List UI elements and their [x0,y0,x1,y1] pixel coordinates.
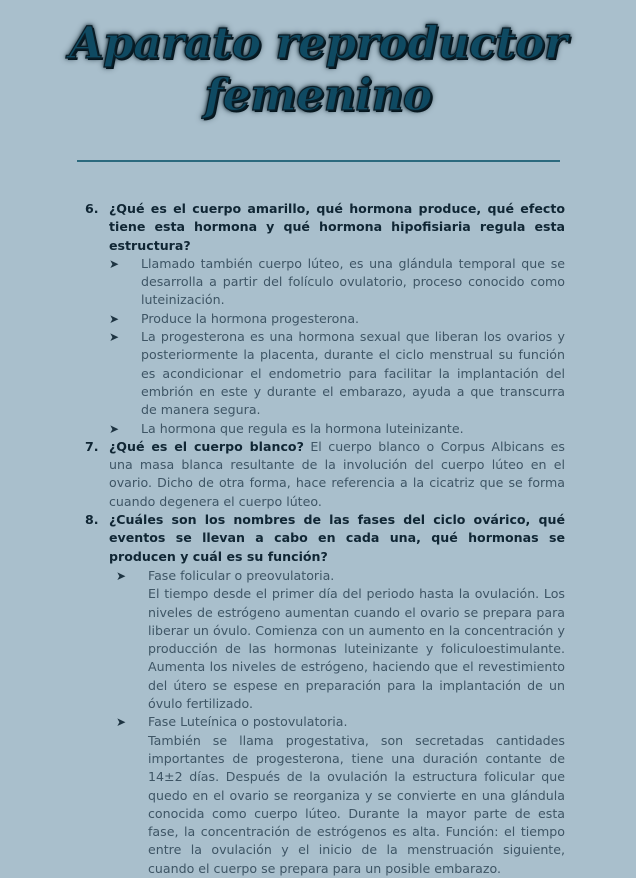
phase-title: Fase folicular o preovulatoria. [148,567,335,583]
phase-description: También se llama progestativa, son secretadas cantidades importantes de progesterona, tiene una duración contante de 14±2 días. Después de la ovulación la estructura folicular que quedo en el ovario se reorganiza y se convierte en una glándula conocida como cuerpo lúteo. Durante la mayor parte de esta fase, la concentración de estrógenos es alta. Función: el tiempo entre la ovulación y el inicio de la menstruación siguiente, cuando el cuerpo se prepara para un posible embarazo. [148,732,565,876]
arrowhead-bullet-icon: ➤ [109,421,120,436]
question-text: ¿Cuáles son los nombres de las fases del ciclo ovárico, qué eventos se llevan a cabo en cada una, qué hormonas se producen y cuál es su función? [109,512,565,564]
answer-text: Produce la hormona progesterona. [141,310,360,326]
arrowhead-bullet-icon: ➤ [109,256,120,271]
question-6 [85,200,565,255]
list-item [109,420,565,438]
question-text: ¿Qué es el cuerpo amarillo, qué hormona produce, qué efecto tiene esta hormona y qué hormona hipofisiaria regula esta estructura? [109,201,565,253]
list-item [116,713,565,878]
question-text: ¿Qué es el cuerpo blanco? [109,438,304,454]
arrowhead-bullet-icon: ➤ [109,311,120,326]
answer-text: Llamado también cuerpo lúteo, es una glándula temporal que se desarrolla a partir del folículo ovulatorio, proceso conocido como luteinización. [141,255,565,308]
phase-list [116,567,565,878]
phase-description: El tiempo desde el primer día del periodo hasta la ovulación. Los niveles de estrógeno aumentan cuando el ovario se prepara para liberar un óvulo. Comienza con un aumento en la concentración y producción de las hormonas luteinizante y foliculoestimulante. Aumenta los niveles de estrógeno, haciendo que el revestimiento del útero se espese en preparación para la implantación de un óvulo fertilizado. [148,586,565,712]
list-item [109,310,565,328]
answer-text: La progesterona es una hormona sexual que liberan los ovarios y posteriormente la placenta, durante el ciclo menstrual su función es acondicionar el endometrio para facilitar la implantación del embrión en este y durante el embarazo, ayuda a que transcurra de manera segura. [141,329,565,418]
list-item [109,255,565,310]
question-8 [85,511,565,566]
answer-list-6 [109,255,565,438]
document-body [85,200,565,878]
question-number: 8. [85,512,99,528]
list-item [116,567,565,713]
list-item [109,328,565,419]
arrowhead-bullet-icon: ➤ [116,715,127,730]
arrowhead-bullet-icon: ➤ [116,568,127,583]
document-title: Aparato reproductor femenino [69,18,567,121]
answer-text: El cuerpo blanco o Corpus Albicans es una masa blanca resultante de la involución del cuerpo lúteo en el ovario. Dicho de otra forma, hace referencia a la cicatriz que se forma cuando degenera el cuerpo lúteo. [109,438,565,509]
arrowhead-bullet-icon: ➤ [109,330,120,345]
question-number: 7. [85,438,99,454]
title-divider [77,160,560,162]
question-7 [85,438,565,511]
answer-text: La hormona que regula es la hormona luteinizante. [141,420,464,436]
question-number: 6. [85,201,99,216]
phase-title: Fase Luteínica o postovulatoria. [148,714,348,730]
